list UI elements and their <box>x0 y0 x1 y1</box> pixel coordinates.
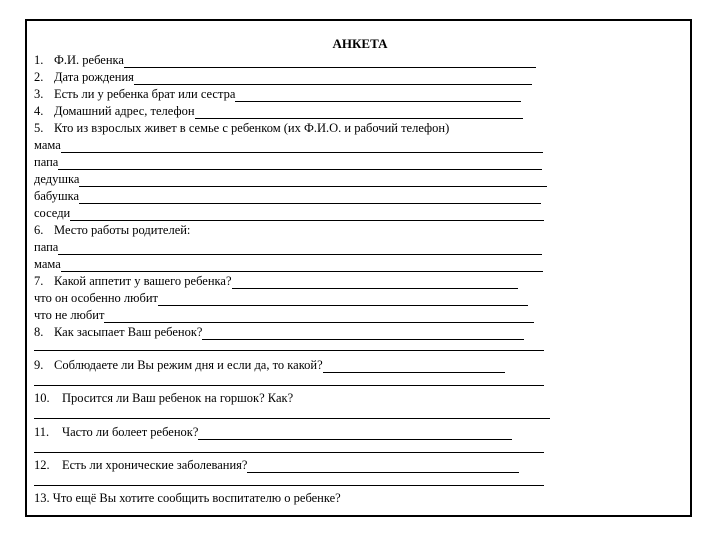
parent-label-mother: мама <box>34 257 61 271</box>
relative-label-neighbors: соседи <box>34 206 71 220</box>
question-9-number: 9. <box>34 358 44 372</box>
workplace-field-father[interactable] <box>58 242 542 255</box>
question-4-row <box>34 103 523 119</box>
child-name-field[interactable] <box>124 55 536 68</box>
question-3-number: 3. <box>34 87 44 101</box>
question-8-number: 8. <box>34 325 44 339</box>
dislikes-field[interactable] <box>104 310 534 323</box>
question-2-number: 2. <box>34 70 44 84</box>
parent-row-mother <box>34 256 543 272</box>
routine-extra-line[interactable] <box>34 385 544 386</box>
dislikes-label: что не любит <box>34 308 105 322</box>
question-9-row <box>34 357 505 373</box>
question-5-row <box>34 120 449 136</box>
relative-field-mother[interactable] <box>61 140 543 153</box>
question-2-label: Дата рождения <box>54 70 134 84</box>
question-3-row <box>34 86 521 102</box>
relative-field-grandmother[interactable] <box>79 191 541 204</box>
question-11-row <box>34 424 512 440</box>
question-6-label: Место работы родителей: <box>54 223 191 237</box>
address-phone-field[interactable] <box>195 106 523 119</box>
relative-row-grandfather <box>34 171 547 187</box>
question-11-label: Часто ли болеет ребенок? <box>62 425 199 439</box>
question-10-label: Просится ли Ваш ребенок на горшок? Как? <box>62 391 294 405</box>
relative-row-neighbors <box>34 205 544 221</box>
question-13-label: 13. Что ещё Вы хотите сообщить воспитателю о ребенке? <box>34 491 341 505</box>
chronic-extra-line[interactable] <box>34 485 544 486</box>
question-3-label: Есть ли у ребенка брат или сестра <box>54 87 236 101</box>
relative-field-father[interactable] <box>58 157 542 170</box>
appetite-field[interactable] <box>232 276 518 289</box>
likes-label: что он особенно любит <box>34 291 158 305</box>
relative-row-father <box>34 154 542 170</box>
relative-field-neighbors[interactable] <box>70 208 544 221</box>
question-5-label: Кто из взрослых живет в семье с ребенком (их Ф.И.О. и рабочий телефон) <box>54 121 450 135</box>
question-6-number: 6. <box>34 223 44 237</box>
sleep-field[interactable] <box>202 327 524 340</box>
chronic-field[interactable] <box>247 460 519 473</box>
question-12-number: 12. <box>34 458 50 472</box>
question-9-label: Соблюдаете ли Вы режим дня и если да, то какой? <box>54 358 323 372</box>
question-12-label: Есть ли хронические заболевания? <box>62 458 248 472</box>
relative-field-grandfather[interactable] <box>79 174 547 187</box>
question-6-row <box>34 222 190 238</box>
question-5-number: 5. <box>34 121 44 135</box>
question-2-row <box>34 69 532 85</box>
relative-row-mother <box>34 137 543 153</box>
question-7-number: 7. <box>34 274 44 288</box>
question-7-row <box>34 273 518 289</box>
parent-label-father: папа <box>34 240 59 254</box>
relative-label-grandfather: дедушка <box>34 172 80 186</box>
question-13-row <box>34 490 341 506</box>
routine-field[interactable] <box>323 360 505 373</box>
question-4-label: Домашний адрес, телефон <box>54 104 195 118</box>
question-1-row <box>34 52 536 68</box>
potty-answer-line[interactable] <box>34 418 550 419</box>
relative-label-grandmother: бабушка <box>34 189 80 203</box>
question-8-label: Как засыпает Ваш ребенок? <box>54 325 203 339</box>
question-1-label: Ф.И. ребенка <box>54 53 124 67</box>
siblings-field[interactable] <box>235 89 521 102</box>
question-8-row <box>34 324 524 340</box>
illness-field[interactable] <box>198 427 512 440</box>
likes-row <box>34 290 528 306</box>
question-11-number: 11. <box>34 425 50 439</box>
likes-field[interactable] <box>158 293 528 306</box>
question-4-number: 4. <box>34 104 44 118</box>
form-title: АНКЕТА <box>332 36 388 51</box>
question-10-number: 10. <box>34 391 50 405</box>
question-12-row <box>34 457 519 473</box>
relative-label-mother: мама <box>34 138 61 152</box>
relative-label-father: папа <box>34 155 59 169</box>
relative-row-grandmother <box>34 188 541 204</box>
parent-row-father <box>34 239 542 255</box>
sleep-extra-line[interactable] <box>34 350 544 351</box>
workplace-field-mother[interactable] <box>61 259 543 272</box>
question-1-number: 1. <box>34 53 44 67</box>
question-10-row <box>34 390 293 406</box>
birth-date-field[interactable] <box>134 72 532 85</box>
question-7-label: Какой аппетит у вашего ребенка? <box>54 274 232 288</box>
dislikes-row <box>34 307 534 323</box>
illness-extra-line[interactable] <box>34 452 544 453</box>
